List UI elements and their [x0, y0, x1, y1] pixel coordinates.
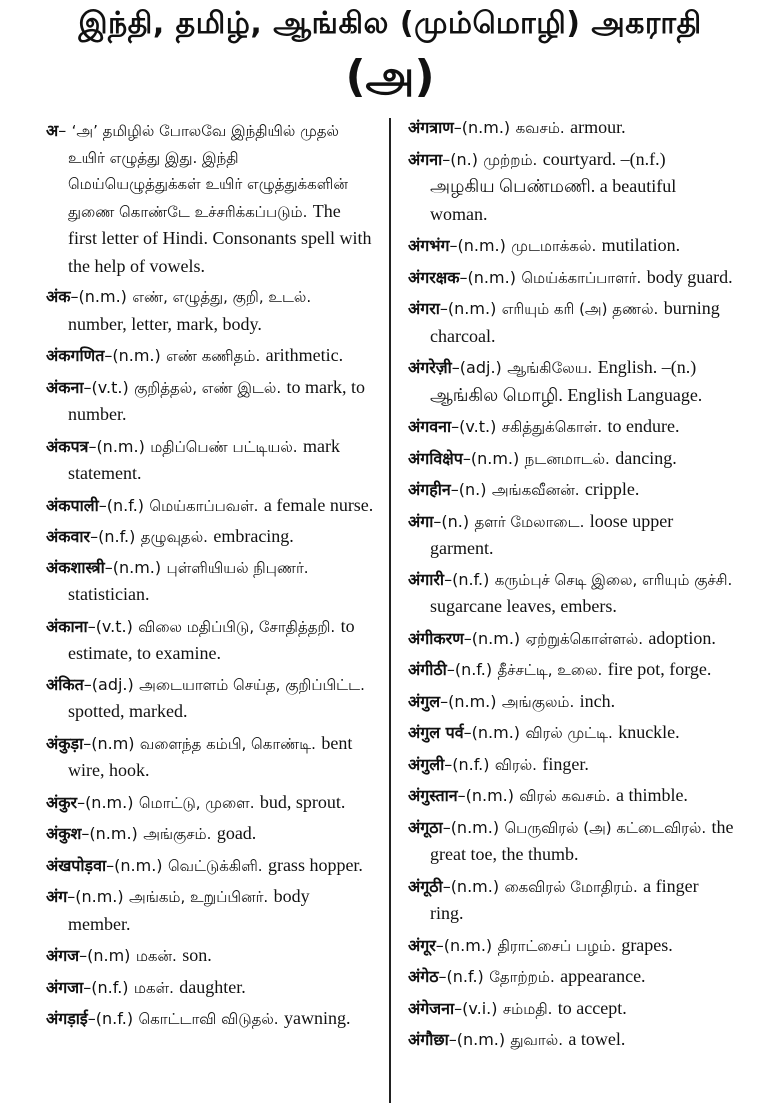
english-meaning: The first letter of Hindi. Consonants spell with the help of vowels. — [68, 200, 372, 276]
english-meaning: mutilation. — [601, 235, 681, 255]
headword-dash: – — [446, 660, 455, 679]
dictionary-entry — [408, 295, 734, 350]
part-of-speech: (v.t.) — [95, 616, 133, 636]
headword-dash: – — [442, 876, 451, 896]
headword: अंगौछा — [408, 1030, 449, 1049]
english-meaning: daughter. — [179, 976, 246, 997]
dictionary-entry — [46, 284, 374, 338]
headword: अंकगणित — [46, 346, 105, 365]
headword: अंगुल — [408, 691, 441, 711]
part-of-speech: (n.m.) — [75, 887, 124, 906]
english-meaning: burning charcoal. — [430, 298, 720, 346]
part-of-speech: (n.m.) — [471, 628, 521, 648]
headword: अंगरक्षक — [408, 267, 460, 287]
dictionary-entry — [46, 852, 374, 880]
dictionary-entry — [408, 264, 734, 292]
tamil-meaning: நடனமாடல். — [524, 449, 610, 468]
headword: अंगूर — [408, 935, 436, 955]
tamil-meaning: மதிப்பெண் பட்டியல். — [150, 437, 298, 456]
headword: अंगा — [408, 511, 434, 531]
tamil-meaning: சகித்துக்கொள். — [501, 418, 603, 436]
dictionary-entry — [408, 963, 734, 991]
part-of-speech: (n.f.) — [106, 495, 145, 515]
part-of-speech: (v.t.) — [91, 377, 129, 397]
tamil-meaning: முற்றம். — [483, 150, 538, 169]
headword-dash: – — [444, 754, 453, 774]
part-of-speech: (n.m.) — [465, 786, 514, 805]
headword-dash: – — [435, 935, 444, 955]
headword: अंगरा — [408, 299, 440, 318]
headword-dash: – — [79, 946, 88, 965]
dictionary-entry — [46, 974, 374, 1002]
headword-dash: – — [83, 733, 92, 753]
headword-dash: – — [70, 287, 79, 306]
tamil-meaning: கரும்புச் செடி இலை, எரியும் குச்சி. — [494, 570, 733, 589]
dictionary-entry — [408, 445, 734, 473]
headword: अंगहीन — [408, 480, 451, 499]
headword: अंगड़ाई — [46, 1009, 88, 1028]
english-meaning: body guard. — [646, 266, 733, 287]
english-meaning: spotted, marked. — [68, 701, 188, 721]
headword-dash: – — [106, 855, 115, 875]
part-of-speech: (n.m.) — [456, 1030, 506, 1049]
part-of-speech: (n.m.) — [448, 691, 497, 711]
english-meaning: a thimble. — [615, 785, 688, 805]
part-of-speech: (n.m.) — [85, 792, 134, 812]
dictionary-entry — [46, 820, 374, 848]
headword-dash: – — [444, 569, 453, 589]
headword: अंगत्राण — [408, 118, 454, 137]
dictionary-entry — [408, 782, 734, 810]
tamil-meaning: கொட்டாவி விடுதல். — [138, 1010, 279, 1028]
headword: अंगना — [408, 149, 443, 169]
dictionary-entry — [46, 672, 374, 726]
headword-dash: – — [451, 358, 460, 377]
headword-dash: – — [83, 674, 92, 694]
headword-dash: – — [457, 786, 466, 805]
headword: अंकना — [46, 377, 84, 397]
part-of-speech: (n.f.) — [452, 754, 490, 774]
dictionary-entry — [408, 688, 734, 716]
english-meaning: cripple. — [584, 479, 640, 499]
dictionary-entry — [408, 932, 734, 960]
headword: अंग — [46, 887, 68, 906]
headword: अंगजा — [46, 977, 84, 997]
part-of-speech: (adj.) — [91, 674, 134, 694]
dictionary-entry — [408, 232, 734, 260]
tamil-meaning: அங்கவீனன். — [491, 481, 580, 499]
part-of-speech: (n.m.) — [112, 557, 162, 577]
headword: अंकशास्त्री — [46, 557, 105, 577]
headword-dash: – — [77, 792, 86, 812]
headword-dash: – — [450, 480, 459, 499]
part-of-speech: (n.f.) — [452, 569, 490, 589]
headword: अंखपोड़वा — [46, 855, 107, 875]
dictionary-entry — [46, 942, 374, 970]
part-of-speech: (n.m.) — [89, 824, 138, 843]
headword-dash: – — [449, 236, 458, 255]
headword: अंकित — [46, 674, 84, 694]
tamil-meaning: மகன். — [135, 947, 177, 965]
english-meaning: grapes. — [621, 934, 673, 955]
english-meaning: to mark, to number. — [68, 376, 365, 424]
english-meaning: yawning. — [283, 1008, 351, 1028]
dictionary-entry — [46, 555, 374, 609]
headword: अंगुल पर्व — [408, 723, 464, 742]
part-of-speech: (n.m) — [91, 733, 135, 753]
part-of-speech: (v.i.) — [462, 998, 498, 1018]
english-meaning: English. –(n.) ஆங்கில மொழி. English Language. — [430, 357, 703, 405]
english-meaning: sugarcane leaves, embers. — [430, 596, 617, 616]
headword: अंगविक्षेप — [408, 448, 463, 468]
english-meaning: loose upper garment. — [430, 510, 674, 558]
dictionary-entry — [408, 354, 734, 409]
part-of-speech: (n.m.) — [114, 855, 163, 875]
part-of-speech: (n.m.) — [470, 448, 520, 468]
dictionary-entry — [46, 613, 374, 668]
english-meaning: adoption. — [648, 627, 716, 648]
part-of-speech: (n.m.) — [447, 299, 497, 318]
part-of-speech: (n.m.) — [78, 287, 127, 306]
headword: अंकुश — [46, 824, 82, 843]
english-meaning: bud, sprout. — [259, 791, 346, 812]
dictionary-entry — [408, 814, 734, 869]
dictionary-entry — [46, 374, 374, 429]
english-meaning: mark statement. — [68, 435, 340, 483]
dictionary-entry — [46, 730, 374, 785]
tamil-meaning: தோற்றம். — [489, 968, 555, 986]
tamil-meaning: மெய்காப்பவள். — [149, 496, 259, 515]
part-of-speech: (n.m.) — [443, 935, 493, 955]
headword-dash: – — [58, 121, 67, 140]
headword-dash: – — [463, 628, 472, 648]
dictionary-entry — [408, 873, 734, 928]
dictionary-entry — [408, 751, 734, 779]
english-meaning: fire pot, forge. — [607, 659, 712, 679]
headword: अंगेठ — [408, 967, 439, 986]
dictionary-entry — [408, 995, 734, 1023]
tamil-meaning: துவால். — [510, 1031, 563, 1049]
dictionary-entry — [408, 146, 734, 229]
headword: अंकुड़ा — [46, 733, 84, 753]
column-divider — [389, 118, 391, 1103]
dictionary-entry — [408, 625, 734, 653]
dictionary-entry — [408, 476, 734, 504]
headword: अंकाना — [46, 616, 88, 636]
tamil-meaning: மொட்டு, முளை. — [138, 793, 255, 812]
headword: अंगीकरण — [408, 628, 464, 648]
headword-dash: – — [454, 998, 463, 1018]
headword: अंक — [46, 287, 71, 306]
tamil-meaning: அங்கம், உறுப்பினர். — [129, 888, 269, 906]
english-meaning: courtyard. –(n.f.) அழகிய பெண்மணி. a beautiful woman. — [430, 148, 677, 224]
dictionary-entry — [46, 1005, 374, 1033]
part-of-speech: (n.m) — [87, 946, 131, 965]
page-header — [0, 0, 780, 110]
tamil-meaning: கைவிரல் மோதிரம். — [504, 877, 638, 896]
english-meaning: to estimate, to examine. — [68, 615, 355, 663]
headword-dash: – — [439, 299, 448, 318]
part-of-speech: (n.m.) — [457, 236, 506, 255]
part-of-speech: (n.m.) — [461, 118, 511, 137]
left-column — [46, 118, 374, 1098]
headword-dash: – — [81, 824, 90, 843]
headword: अंकपत्र — [46, 436, 89, 456]
english-meaning: knuckle. — [618, 722, 680, 742]
tamil-meaning: திராட்சைப் பழம். — [497, 936, 616, 955]
english-meaning: finger. — [542, 753, 589, 774]
part-of-speech: (n.) — [441, 511, 470, 531]
tamil-meaning: ‘அ’ தமிழில் போலவே இந்தியில் முதல் உயிர் எழுத்து இது. இந்தி மெய்யெழுத்துக்கள் உயிர் எழுத்துக்களின் துணை கொண்டே உச்சரிக்கப்படும். — [68, 122, 348, 221]
tamil-meaning: எரியும் கரி (அ) தணல். — [501, 300, 659, 318]
tamil-meaning: மகள். — [133, 978, 174, 997]
tamil-meaning: ஏற்றுக்கொள்ளல். — [525, 629, 643, 648]
tamil-meaning: கவசம். — [515, 119, 565, 137]
tamil-meaning: விரல் முட்டி. — [525, 724, 613, 742]
tamil-meaning: அடையாளம் செய்த, குறிப்பிட்ட. — [139, 675, 365, 694]
english-meaning: dancing. — [615, 447, 677, 468]
part-of-speech: (n.m.) — [96, 436, 145, 456]
tamil-meaning: புள்ளியியல் நிபுணர். — [166, 558, 309, 577]
dictionary-entry — [408, 719, 734, 747]
tamil-meaning: முடமாக்கல். — [511, 237, 597, 255]
headword-dash: – — [463, 723, 472, 742]
english-meaning: to endure. — [607, 416, 680, 436]
english-meaning: a female nurse. — [263, 494, 374, 515]
tamil-meaning: விரல் கவசம். — [519, 787, 611, 805]
tamil-meaning: பெருவிரல் (அ) கட்டைவிரல். — [504, 818, 707, 837]
headword: अंगज — [46, 946, 80, 965]
headword-dash: – — [459, 267, 468, 287]
headword-dash: – — [440, 691, 449, 711]
headword-dash: – — [90, 527, 99, 546]
part-of-speech: (v.t.) — [459, 417, 497, 436]
headword: अंगूठा — [408, 817, 443, 837]
english-meaning: number, letter, mark, body. — [68, 313, 262, 334]
headword-dash: – — [442, 817, 451, 837]
dictionary-entry — [46, 789, 374, 817]
english-meaning: armour. — [570, 117, 626, 137]
dictionary-entry — [408, 1026, 734, 1054]
english-meaning: statistician. — [68, 584, 150, 604]
dictionary-entry — [46, 342, 374, 370]
part-of-speech: (n.m.) — [112, 346, 161, 365]
dictionary-entry — [408, 567, 734, 621]
english-meaning: son. — [182, 945, 212, 965]
headword-dash: – — [88, 436, 97, 456]
tamil-meaning: தீச்சட்டி, உலை. — [497, 661, 603, 679]
headword: अंकवार — [46, 527, 91, 546]
tamil-meaning: விலை மதிப்பிடு, சோதித்தறி. — [138, 617, 336, 636]
headword-dash: – — [67, 887, 76, 906]
part-of-speech: (adj.) — [459, 358, 502, 377]
headword-dash: – — [104, 346, 113, 365]
dictionary-entry — [46, 523, 374, 551]
english-meaning: bent wire, hook. — [68, 732, 353, 780]
headword-dash: – — [104, 557, 113, 577]
headword: अ — [46, 121, 59, 140]
part-of-speech: (n.m.) — [471, 723, 521, 742]
headword-dash: – — [87, 1009, 96, 1028]
headword: अंगेजना — [408, 998, 455, 1018]
english-meaning: inch. — [579, 690, 616, 711]
headword: अंगुस्तान — [408, 786, 458, 805]
english-meaning: appearance. — [560, 966, 646, 986]
part-of-speech: (n.f.) — [446, 967, 484, 986]
tamil-meaning: அங்குலம். — [501, 692, 575, 711]
headword-dash: – — [433, 511, 442, 531]
english-meaning: to accept. — [557, 997, 627, 1018]
english-meaning: embracing. — [213, 526, 294, 546]
english-meaning: goad. — [216, 823, 257, 843]
part-of-speech: (n.m.) — [450, 876, 500, 896]
section-letter: (அ) — [345, 51, 435, 102]
part-of-speech: (n.m.) — [467, 267, 516, 287]
part-of-speech: (n.f.) — [454, 660, 493, 679]
headword-dash: – — [83, 977, 92, 997]
headword: अंगुली — [408, 754, 445, 774]
headword-dash: – — [83, 377, 92, 397]
tamil-meaning: மெய்க்காப்பாளர். — [521, 268, 642, 287]
dictionary-entry — [46, 883, 374, 938]
dictionary-entry — [46, 118, 374, 280]
dictionary-entry — [46, 492, 374, 520]
headword: अंकुर — [46, 792, 78, 812]
tamil-meaning: அங்குசம். — [143, 825, 212, 843]
headword: अंगभंग — [408, 236, 450, 255]
dictionary-entry — [408, 114, 734, 142]
headword-dash: – — [98, 495, 107, 515]
headword: अंगवना — [408, 417, 452, 436]
tamil-meaning: ஆங்கிலேய. — [507, 359, 593, 377]
english-meaning: arithmetic. — [265, 345, 344, 365]
part-of-speech: (n.m.) — [450, 817, 500, 837]
headword: अंगीठी — [408, 660, 447, 679]
headword-dash: – — [438, 967, 447, 986]
english-meaning: body member. — [68, 886, 310, 934]
dictionary-entry — [408, 508, 734, 563]
dictionary-title: இந்தி, தமிழ், ஆங்கில (மும்மொழி) அகராதி — [78, 6, 702, 41]
english-meaning: a towel. — [568, 1029, 626, 1049]
tamil-meaning: வளைந்த கம்பி, கொண்டி. — [139, 734, 316, 753]
headword-dash: – — [442, 149, 451, 169]
tamil-meaning: தழுவுதல். — [140, 528, 208, 546]
part-of-speech: (n.) — [458, 480, 487, 499]
headword: अंगरेज़ी — [408, 358, 452, 377]
headword-dash: – — [462, 448, 471, 468]
headword-dash: – — [87, 616, 96, 636]
tamil-meaning: விரல். — [494, 755, 537, 774]
dictionary-entry — [408, 413, 734, 441]
headword-dash: – — [448, 1030, 457, 1049]
dictionary-entry — [46, 433, 374, 488]
english-meaning: the great toe, the thumb. — [430, 816, 734, 864]
english-meaning: grass hopper. — [267, 854, 363, 875]
headword: अंगारी — [408, 569, 445, 589]
tamil-meaning: தளர் மேலாடை. — [474, 512, 585, 531]
part-of-speech: (n.) — [450, 149, 478, 169]
dictionary-entry — [408, 656, 734, 684]
tamil-meaning: குறித்தல், எண் இடல். — [134, 378, 282, 397]
tamil-meaning: எண், எழுத்து, குறி, உடல். — [132, 288, 312, 306]
tamil-meaning: சம்மதி. — [502, 999, 553, 1018]
headword-dash: – — [451, 417, 460, 436]
headword: अंगूठी — [408, 876, 443, 896]
part-of-speech: (n.f.) — [91, 977, 129, 997]
part-of-speech: (n.f.) — [95, 1009, 134, 1028]
english-meaning: a finger ring. — [430, 875, 699, 923]
headword: अंकपाली — [46, 495, 99, 515]
tamil-meaning: வெட்டுக்கிளி. — [167, 856, 263, 875]
headword-dash: – — [453, 118, 462, 137]
right-column — [408, 114, 734, 1098]
tamil-meaning: எண் கணிதம். — [166, 347, 261, 365]
part-of-speech: (n.f.) — [98, 527, 136, 546]
